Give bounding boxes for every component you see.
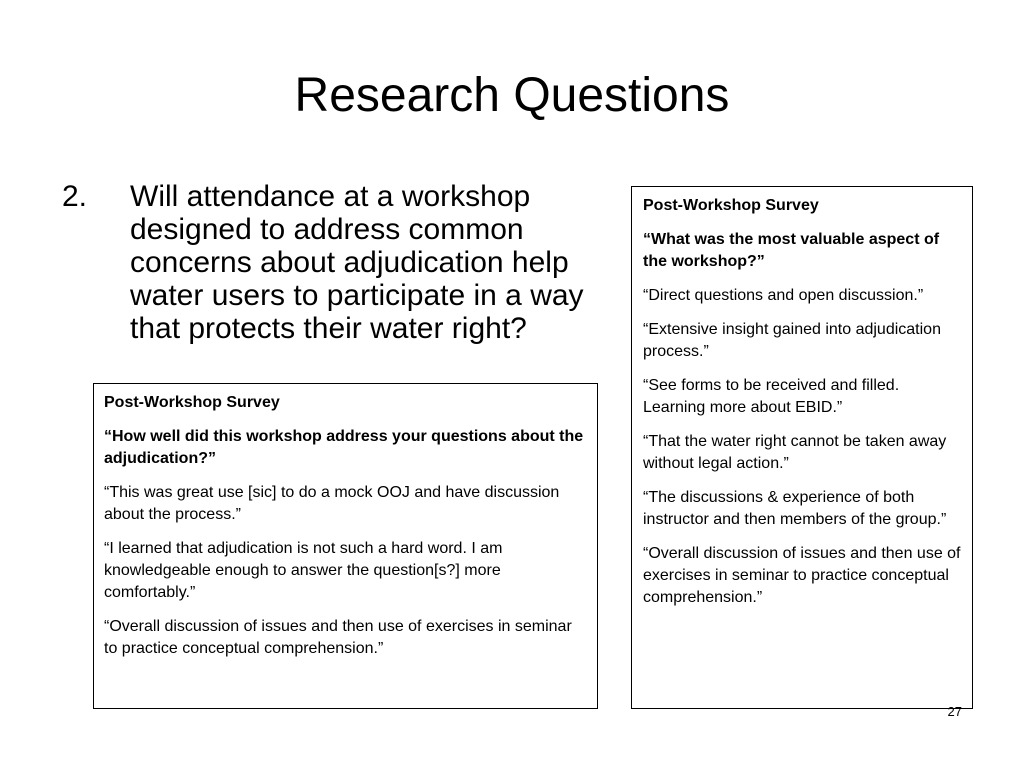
survey-question: “How well did this workshop address your questions about the adjudication?” <box>104 428 584 467</box>
survey-response: “I learned that adjudication is not such a hard word. I am knowledgeable enough to answer the question[s?] more comfortably.” <box>104 540 503 601</box>
survey-question: “What was the most valuable aspect of the workshop?” <box>643 231 940 270</box>
survey-heading: Post-Workshop Survey <box>104 394 280 411</box>
survey-response: “Extensive insight gained into adjudication process.” <box>643 321 941 360</box>
survey-box-valuable-aspect <box>631 186 973 709</box>
slide-title: Research Questions <box>294 69 730 122</box>
survey-response: “See forms to be received and filled. Learning more about EBID.” <box>643 377 900 416</box>
survey-response: “Overall discussion of issues and then use of exercises in seminar to practice conceptual comprehension.” <box>643 545 961 606</box>
survey-response: “Overall discussion of issues and then use of exercises in seminar to practice conceptual comprehension.” <box>104 618 572 657</box>
page-number: 27 <box>947 704 962 719</box>
survey-response: “This was great use [sic] to do a mock OOJ and have discussion about the process.” <box>104 484 560 523</box>
survey-box-questions-addressed <box>93 383 598 709</box>
question-text: Will attendance at a workshop designed to address common concerns about adjudication help water users to participate in a way that protects their water right? <box>130 180 584 345</box>
question-number: 2. <box>62 180 88 213</box>
survey-response: “Direct questions and open discussion.” <box>643 287 924 304</box>
survey-heading: Post-Workshop Survey <box>643 197 819 214</box>
survey-response: “That the water right cannot be taken away without legal action.” <box>643 433 947 472</box>
survey-response: “The discussions & experience of both instructor and then members of the group.” <box>643 489 947 528</box>
